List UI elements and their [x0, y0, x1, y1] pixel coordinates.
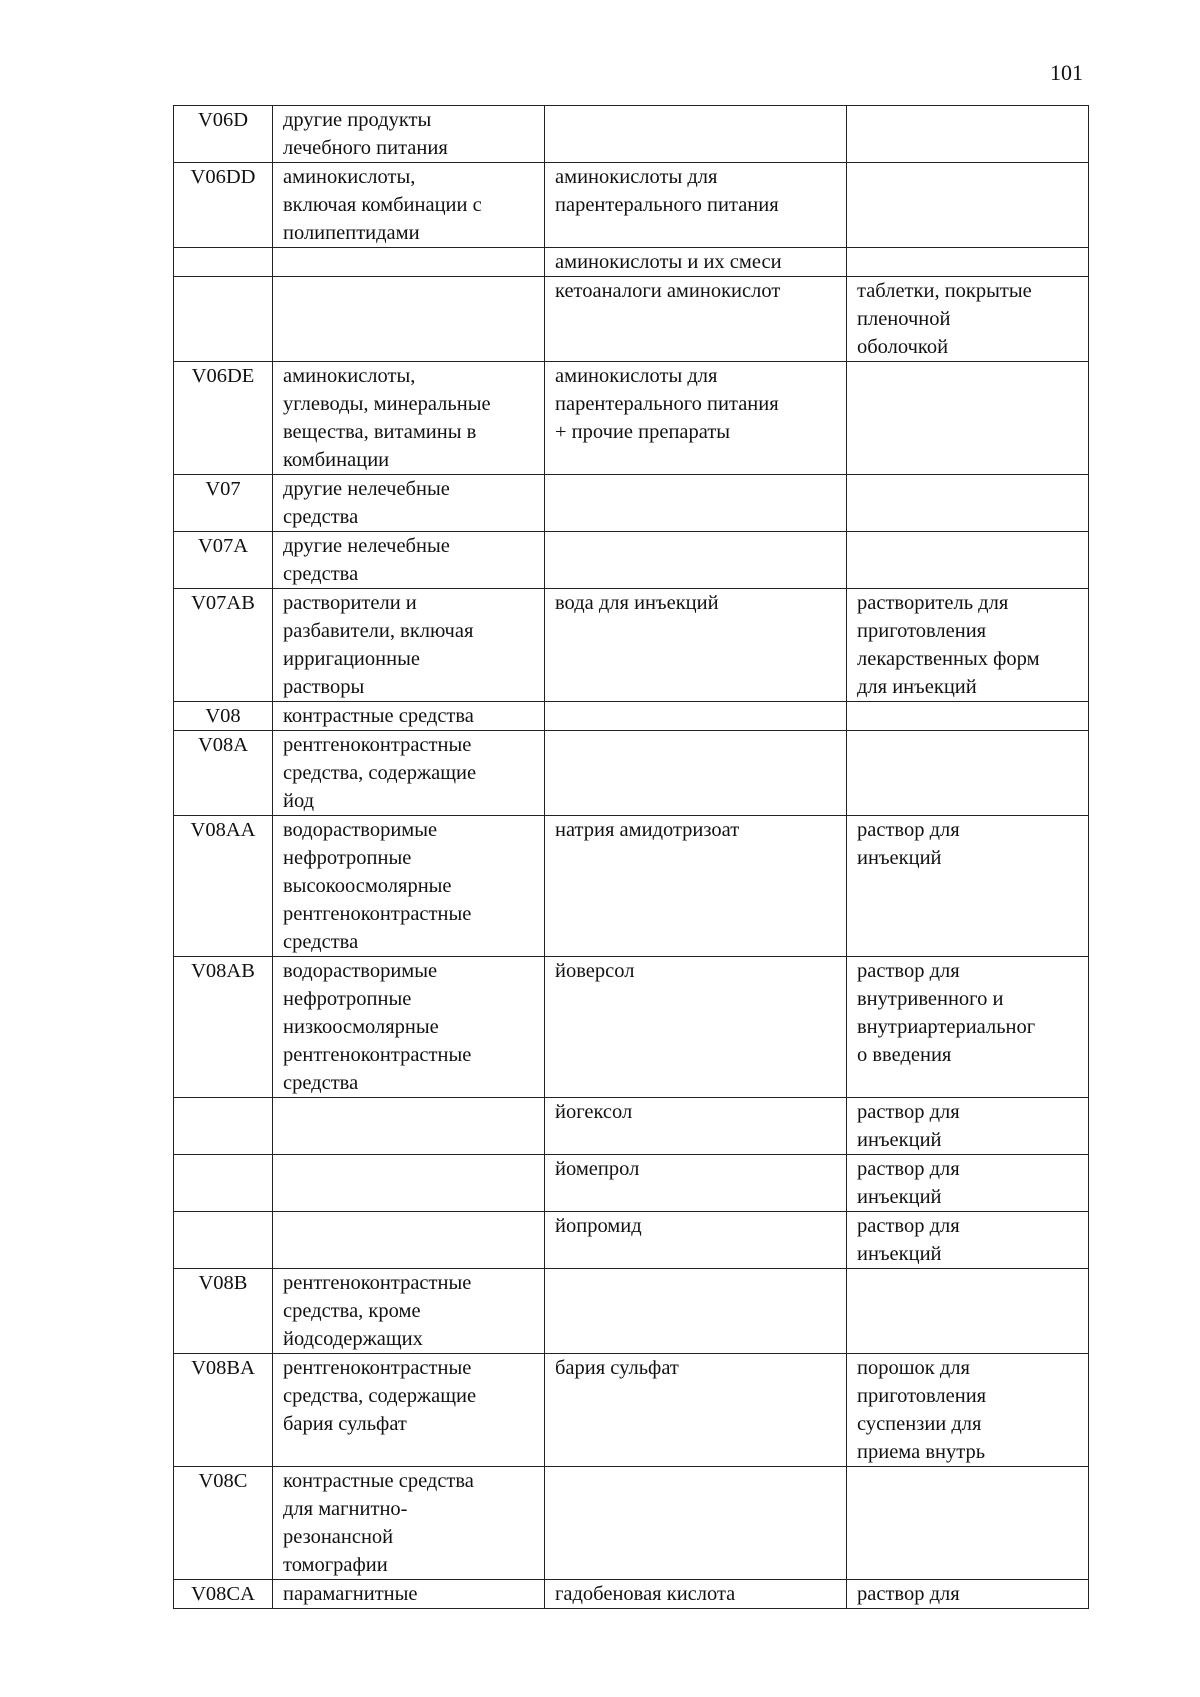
- atc-code-cell: [174, 248, 273, 277]
- dosage-form-cell: [847, 957, 1089, 1098]
- dosage-form-cell: [847, 1155, 1089, 1212]
- atc-code-cell: [174, 1354, 273, 1467]
- drug-text: аминокислоты для парентерального питания: [555, 166, 779, 216]
- drug-text: кетоаналоги аминокислот: [555, 280, 781, 302]
- table-row: [174, 1269, 1089, 1354]
- atc-code-cell: [174, 362, 273, 475]
- code-text: V07AB: [191, 592, 255, 614]
- name-text: другие нелечебные средства: [283, 478, 450, 528]
- code-text: V06DE: [191, 365, 255, 387]
- atc-code-cell: [174, 475, 273, 532]
- table-row: [174, 163, 1089, 248]
- form-text: порошок для приготовления суспензии для приема внутрь: [857, 1357, 987, 1463]
- table-row: [174, 702, 1089, 731]
- table-row: [174, 248, 1089, 277]
- code-text: V06DD: [190, 166, 256, 188]
- atc-code-cell: [174, 1098, 273, 1155]
- dosage-form-cell: [847, 362, 1089, 475]
- table-row: [174, 731, 1089, 816]
- atc-code-cell: [174, 1467, 273, 1580]
- dosage-form-cell: [847, 1467, 1089, 1580]
- name-text: аминокислоты, углеводы, минеральные вещества, витамины в комбинации: [283, 365, 491, 471]
- drug-name-cell: [545, 532, 847, 589]
- name-text: водорастворимые нефротропные низкоосмолярные рентгеноконтрастные средства: [283, 960, 472, 1094]
- drug-name-cell: [545, 1269, 847, 1354]
- atc-group-name-cell: [273, 1580, 545, 1609]
- name-text: растворители и разбавители, включая ирригационные растворы: [283, 592, 474, 698]
- atc-drug-table: [173, 105, 1089, 1609]
- atc-group-name-cell: [273, 702, 545, 731]
- atc-code-cell: [174, 1580, 273, 1609]
- atc-group-name-cell: [273, 589, 545, 702]
- table-row: [174, 1354, 1089, 1467]
- atc-group-name-cell: [273, 277, 545, 362]
- name-text: рентгеноконтрастные средства, содержащие бария сульфат: [283, 1357, 477, 1435]
- drug-text: вода для инъекций: [555, 592, 719, 614]
- table-row: [174, 475, 1089, 532]
- code-text: V08C: [198, 1470, 248, 1492]
- dosage-form-cell: [847, 589, 1089, 702]
- code-text: V08AA: [190, 819, 256, 841]
- atc-code-cell: [174, 1155, 273, 1212]
- dosage-form-cell: [847, 163, 1089, 248]
- atc-code-cell: [174, 1269, 273, 1354]
- atc-code-cell: [174, 163, 273, 248]
- dosage-form-cell: [847, 106, 1089, 163]
- atc-group-name-cell: [273, 957, 545, 1098]
- drug-name-cell: [545, 1212, 847, 1269]
- atc-group-name-cell: [273, 362, 545, 475]
- name-text: контрастные средства для магнитно- резонансной томографии: [283, 1470, 474, 1576]
- drug-text: йоверсол: [555, 960, 635, 982]
- code-text: V08A: [197, 734, 249, 756]
- name-text: аминокислоты, включая комбинации с полипептидами: [283, 166, 482, 244]
- dosage-form-cell: [847, 532, 1089, 589]
- atc-group-name-cell: [273, 731, 545, 816]
- table-row: [174, 1155, 1089, 1212]
- name-text: рентгеноконтрастные средства, содержащие йод: [283, 734, 477, 812]
- table-row: [174, 1580, 1089, 1609]
- drug-name-cell: [545, 475, 847, 532]
- dosage-form-cell: [847, 1269, 1089, 1354]
- atc-group-name-cell: [273, 532, 545, 589]
- drug-text: аминокислоты для парентерального питания + прочие препараты: [555, 365, 779, 443]
- atc-code-cell: [174, 106, 273, 163]
- atc-code-cell: [174, 1212, 273, 1269]
- atc-group-name-cell: [273, 816, 545, 957]
- dosage-form-cell: [847, 1212, 1089, 1269]
- drug-text: йомепрол: [555, 1158, 640, 1180]
- name-text: контрастные средства: [283, 705, 474, 727]
- form-text: растворитель для приготовления лекарственных форм для инъекций: [857, 592, 1040, 698]
- drug-name-cell: [545, 277, 847, 362]
- drug-name-cell: [545, 1354, 847, 1467]
- table-row: [174, 1212, 1089, 1269]
- name-text: другие нелечебные средства: [283, 535, 450, 585]
- atc-code-cell: [174, 731, 273, 816]
- code-text: V06D: [197, 109, 249, 131]
- dosage-form-cell: [847, 277, 1089, 362]
- table-body: [174, 106, 1089, 1609]
- table-row: [174, 816, 1089, 957]
- dosage-form-cell: [847, 731, 1089, 816]
- atc-code-cell: [174, 816, 273, 957]
- form-text: раствор для внутривенного и внутриартериальног о введения: [857, 960, 1036, 1066]
- form-text: раствор для инъекций: [857, 1101, 960, 1151]
- drug-name-cell: [545, 702, 847, 731]
- code-text: V08AB: [191, 960, 255, 982]
- drug-name-cell: [545, 957, 847, 1098]
- atc-group-name-cell: [273, 1098, 545, 1155]
- drug-name-cell: [545, 248, 847, 277]
- atc-group-name-cell: [273, 106, 545, 163]
- atc-group-name-cell: [273, 1212, 545, 1269]
- drug-text: бария сульфат: [555, 1357, 679, 1379]
- name-text: водорастворимые нефротропные высокоосмолярные рентгеноконтрастные средства: [283, 819, 472, 953]
- table-row: [174, 277, 1089, 362]
- drug-text: йопромид: [555, 1215, 642, 1237]
- code-text: V08CA: [191, 1583, 255, 1605]
- atc-group-name-cell: [273, 1354, 545, 1467]
- form-text: раствор для: [857, 1583, 960, 1605]
- drug-name-cell: [545, 362, 847, 475]
- drug-text: натрия амидотризоат: [555, 819, 740, 841]
- atc-code-cell: [174, 589, 273, 702]
- page-number: 101: [1050, 60, 1083, 85]
- drug-text: гадобеновая кислота: [555, 1583, 736, 1605]
- atc-code-cell: [174, 702, 273, 731]
- name-text: другие продукты лечебного питания: [283, 109, 448, 159]
- drug-name-cell: [545, 106, 847, 163]
- dosage-form-cell: [847, 475, 1089, 532]
- table-row: [174, 362, 1089, 475]
- atc-group-name-cell: [273, 1155, 545, 1212]
- form-text: раствор для инъекций: [857, 1158, 960, 1208]
- drug-text: йогексол: [555, 1101, 633, 1123]
- table-row: [174, 1467, 1089, 1580]
- table-row: [174, 106, 1089, 163]
- atc-code-cell: [174, 957, 273, 1098]
- form-text: таблетки, покрытые пленочной оболочкой: [857, 280, 1032, 358]
- table-row: [174, 589, 1089, 702]
- table-row: [174, 532, 1089, 589]
- atc-group-name-cell: [273, 248, 545, 277]
- drug-name-cell: [545, 731, 847, 816]
- atc-code-cell: [174, 532, 273, 589]
- atc-group-name-cell: [273, 1269, 545, 1354]
- code-text: V08B: [198, 1272, 248, 1294]
- form-text: раствор для инъекций: [857, 819, 960, 869]
- dosage-form-cell: [847, 1098, 1089, 1155]
- atc-group-name-cell: [273, 475, 545, 532]
- code-text: V07: [205, 478, 241, 500]
- table-row: [174, 957, 1089, 1098]
- atc-code-cell: [174, 277, 273, 362]
- name-text: рентгеноконтрастные средства, кроме йодсодержащих: [283, 1272, 472, 1350]
- name-text: парамагнитные: [283, 1583, 418, 1605]
- drug-name-cell: [545, 1155, 847, 1212]
- drug-name-cell: [545, 589, 847, 702]
- atc-group-name-cell: [273, 1467, 545, 1580]
- code-text: V08: [205, 705, 241, 727]
- dosage-form-cell: [847, 1354, 1089, 1467]
- dosage-form-cell: [847, 248, 1089, 277]
- table-row: [174, 1098, 1089, 1155]
- dosage-form-cell: [847, 816, 1089, 957]
- dosage-form-cell: [847, 1580, 1089, 1609]
- code-text: V07A: [197, 535, 249, 557]
- drug-name-cell: [545, 163, 847, 248]
- drug-name-cell: [545, 1467, 847, 1580]
- drug-text: аминокислоты и их смеси: [555, 251, 782, 273]
- drug-name-cell: [545, 1098, 847, 1155]
- drug-name-cell: [545, 816, 847, 957]
- form-text: раствор для инъекций: [857, 1215, 960, 1265]
- code-text: V08BA: [191, 1357, 255, 1379]
- atc-group-name-cell: [273, 163, 545, 248]
- drug-name-cell: [545, 1580, 847, 1609]
- dosage-form-cell: [847, 702, 1089, 731]
